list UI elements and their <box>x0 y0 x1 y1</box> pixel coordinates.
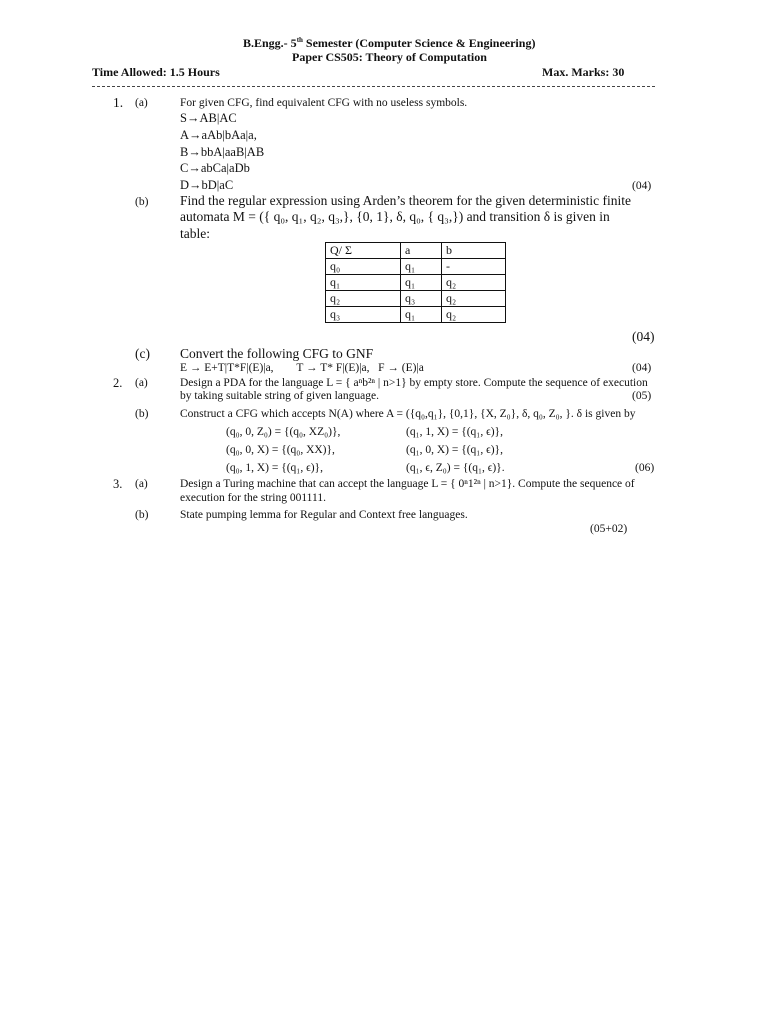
q3a-line-1: Design a Turing machine that can accept the language L = { 0ⁿ1²ⁿ | n>1}. Compute the sequence of <box>180 478 635 490</box>
q2a-line-2: by taking suitable string of given language. <box>180 390 379 402</box>
table-row <box>326 291 506 307</box>
q2a-label: (a) <box>135 377 148 389</box>
table-header-cell: Q/ Σ <box>326 243 401 259</box>
table-cell: q₃ <box>326 307 401 323</box>
q2a-marks: (05) <box>632 390 652 402</box>
table-cell: q₂ <box>442 307 506 323</box>
table-row <box>326 307 506 323</box>
table-header-row <box>326 243 506 259</box>
q2b-transition: (q₁, ϵ, Z₀) = {(q₁, ϵ)}. <box>406 462 505 474</box>
q1a-rule: B→bbA|aaB|AB <box>180 145 265 159</box>
header-line-1: B.Engg.- 5th Semester (Computer Science & Engineering) <box>243 36 536 50</box>
q1a-marks: (04) <box>632 180 652 192</box>
q2b-line-1: Construct a CFG which accepts N(A) where A = ({q₀,q₁}, {0,1}, {X, Z₀}, δ, q₀, Z₀, }. δ is given by <box>180 408 636 420</box>
q1b-marks: (04) <box>632 329 655 344</box>
q2b-transition: (q₁, 0, X) = {(q₁, ϵ)}, <box>406 444 503 456</box>
q1a-text: For given CFG, find equivalent CFG with no useless symbols. <box>180 97 468 109</box>
q3-marks: (05+02) <box>590 523 628 535</box>
table-cell: q₁ <box>401 307 442 323</box>
q1a-rule: D→bD|aC <box>180 178 234 192</box>
q3b-label: (b) <box>135 509 149 521</box>
q1a-rule: A→aAb|bAa|a, <box>180 128 257 142</box>
header-divider <box>92 86 655 87</box>
q1a-label: (a) <box>135 97 148 109</box>
q2b-transition: (q₀, 0, X) = {(q₀, XX)}, <box>226 444 335 456</box>
q2-number: 2. <box>113 376 123 390</box>
table-cell: q₂ <box>442 291 506 307</box>
q2b-transition: (q₀, 1, X) = {(q₁, ϵ)}, <box>226 462 323 474</box>
table-row <box>326 275 506 291</box>
q2b-marks: (06) <box>635 462 655 474</box>
paper-title: Paper CS505: Theory of Computation <box>292 50 487 64</box>
q3a-line-2: execution for the string 001111. <box>180 492 326 504</box>
table-cell: q₁ <box>326 275 401 291</box>
table-row <box>326 259 506 275</box>
table-cell: q₁ <box>401 259 442 275</box>
q1-number: 1. <box>113 95 124 110</box>
q3b-text: State pumping lemma for Regular and Context free languages. <box>180 509 468 521</box>
q3a-label: (a) <box>135 478 148 490</box>
q1b-line-1: Find the regular expression using Arden’s theorem for the given deterministic finite <box>180 193 632 208</box>
q2b-transition: (q₁, 1, X) = {(q₁, ϵ)}, <box>406 426 503 438</box>
table-cell: q₃ <box>401 291 442 307</box>
q1c-label: (c) <box>135 346 150 361</box>
max-marks: Max. Marks: 30 <box>542 65 625 79</box>
q2b-label: (b) <box>135 408 149 420</box>
table-header-cell: b <box>442 243 506 259</box>
table-cell: q₀ <box>326 259 401 275</box>
q1b-line-3: table: <box>180 226 210 241</box>
q1c-marks: (04) <box>632 362 652 374</box>
q2a-line-1: Design a PDA for the language L = { aⁿb²ⁿ | n>1} by empty store. Compute the sequence of execution <box>180 377 648 389</box>
table-header-cell: a <box>401 243 442 259</box>
q3-number: 3. <box>113 477 123 491</box>
q1c-grammar: E → E+T|T*F|(E)|a, T → T* F|(E)|a, F → (E)|a <box>180 362 424 374</box>
q1a-rule: S→AB|AC <box>180 111 237 125</box>
transition-table <box>325 242 506 323</box>
q1b-label: (b) <box>135 196 149 208</box>
q2b-transition: (q₀, 0, Z₀) = {(q₀, XZ₀)}, <box>226 426 341 438</box>
q1c-text: Convert the following CFG to GNF <box>180 346 374 361</box>
q1a-rule: C→abCa|aDb <box>180 161 250 175</box>
table-cell: q₂ <box>442 275 506 291</box>
time-allowed: Time Allowed: 1.5 Hours <box>92 65 220 79</box>
table-cell: q₂ <box>326 291 401 307</box>
table-cell: q₁ <box>401 275 442 291</box>
q1b-line-2: automata M = ({ q₀, q₁, q₂, q₃,}, {0, 1}, δ, q₀, { q₃,}) and transition δ is given in <box>180 209 610 224</box>
table-cell: - <box>442 259 506 275</box>
